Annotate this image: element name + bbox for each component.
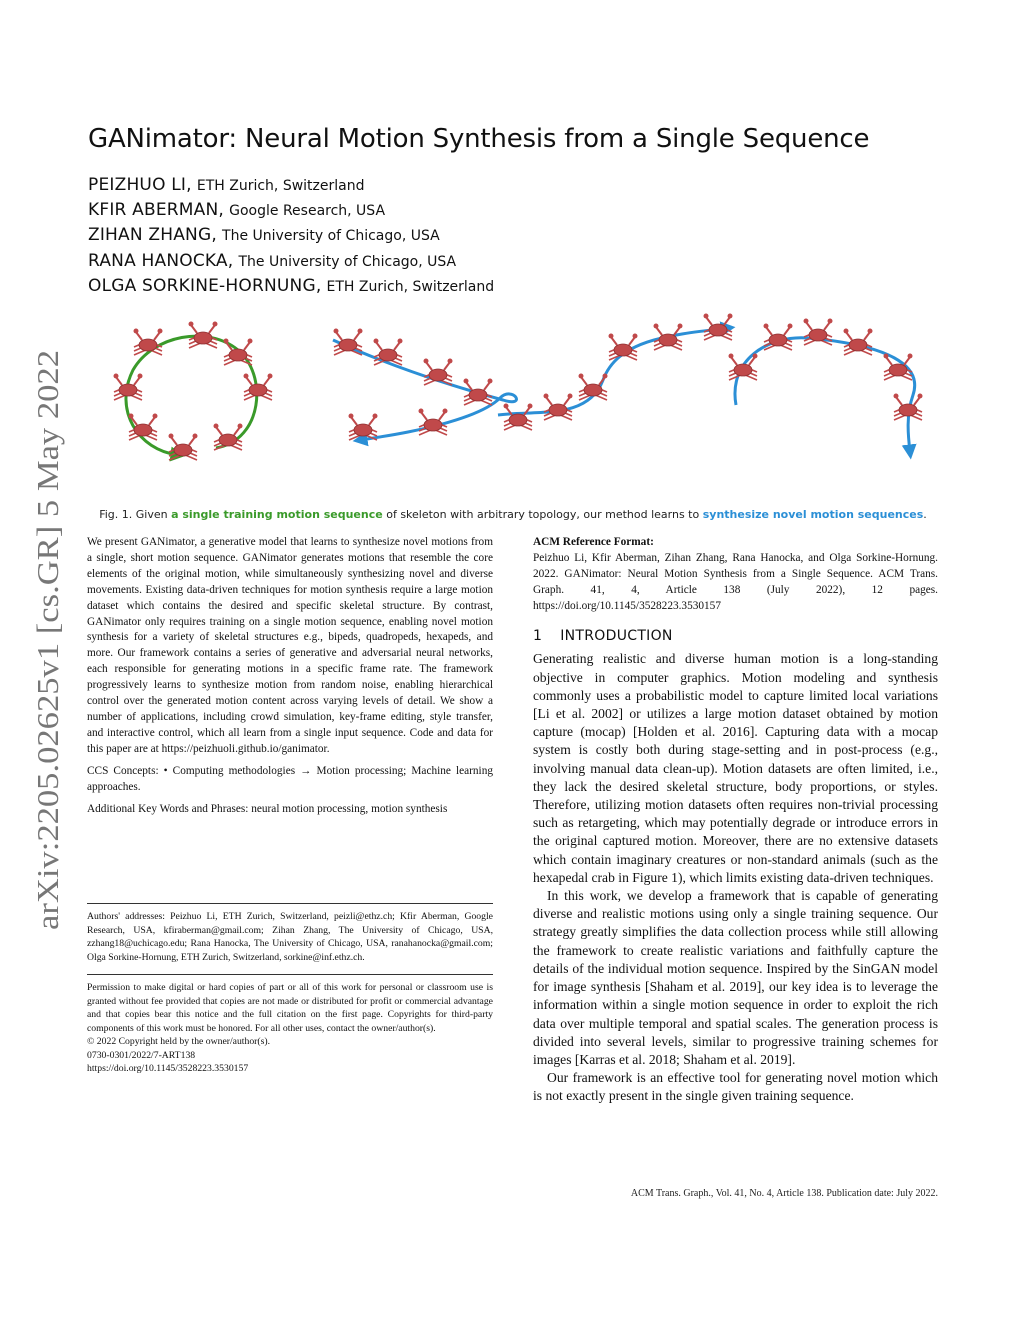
author-5 xyxy=(88,274,494,299)
author-list xyxy=(88,173,494,299)
caption-suffix: . xyxy=(923,508,927,521)
crab-icon xyxy=(544,394,573,421)
crab-icon xyxy=(424,359,453,386)
crab-icon xyxy=(464,379,493,406)
permission-notice: Permission to make digital or hard copies of part or all of this work for personal or classroom use is granted without fee provided that copies are not made or distributed for profit or commercial advantage and that copies bear this notice and the full citation on the first page. Copyrights for third-party components of this work must be honored. For all other uses, contact the owner/author(s). xyxy=(87,982,493,1034)
abstract: We present GANimator, a generative model that learns to synthesize novel motions from a single, short motion sequence. GANimator generates motions that resemble the core elements of the original motion, while simultaneously synthesizing novel and diverse movements. Existing data-driven techniques for motion synthesis require a large motion dataset which contains the desired and specific skeletal structure. By contrast, GANimator only requires training on a single motion sequence, enabling novel motion synthesis for a variety of skeletal structures e.g., bipeds, quadropeds, hexapeds, and more. Our framework contains a series of generative and adversarial neural networks, each responsible for generating motions in a specific frame rate. The framework progressively learns to synthesize motion from random noise, enabling hierarchical control over the generated motion content across varying levels of detail. We show a number of applications, including crowd simulation, key-frame editing, style transfer, and interactive control, which all learn from a single input sequence. Code and data for this paper are at https://peizhuoli.github.io/ganimator. xyxy=(87,536,493,755)
paper-title: GANimator: Neural Motion Synthesis from a Single Sequence xyxy=(88,124,870,154)
issn-line: 0730-0301/2022/7-ART138 xyxy=(87,1049,196,1061)
intro-paragraph-3: Our framework is an effective tool for generating novel motion which is not exactly present in the single given training sequence. xyxy=(533,1070,938,1104)
page-footer: ACM Trans. Graph., Vol. 41, No. 4, Article 138. Publication date: July 2022. xyxy=(630,1188,938,1199)
crab-icon xyxy=(894,394,923,421)
author-affiliation: The University of Chicago, USA xyxy=(222,228,440,245)
caption-blue-text: synthesize novel motion sequences xyxy=(702,508,924,521)
crab-icon xyxy=(704,314,733,341)
author-1 xyxy=(88,173,494,198)
intro-paragraph-1: Generating realistic and diverse human motion is a long-standing objective in computer graphics. Motion modeling and synthesis commonly uses a probabilistic model to capture limited local variations [Li et al. 2002] or utilizes a large motion dataset obtained by motion capture (mocap) [Holden et al. 2016]. Capturing data with a mocap system is costly both during stage-setting and in post-process (e.g., involving manual data clean-up). Motion datasets are often limited, i.e., they lack the desired skeletal structure, body proportions, or styles. Therefore, utilizing motion datasets often requires non-trivial processing such as retargeting, which may potentially degrade or introduce errors in the original captured motion. Moreover, there are no extensive datasets which contain imaginary creatures or non-standard animals (such as the hexapedal crab in Figure 1), which limits existing data-driven techniques. xyxy=(533,651,938,885)
crab-icon xyxy=(504,404,533,431)
figure-caption xyxy=(88,508,938,521)
caption-middle: of skeleton with arbitrary topology, our method learns to xyxy=(382,508,703,521)
doi-line: https://doi.org/10.1145/3528223.3530157 xyxy=(87,1063,249,1075)
author-name: PEIZHUO LI, xyxy=(88,175,192,195)
author-name: RANA HANOCKA, xyxy=(88,250,234,271)
ccs-concepts: CCS Concepts: • Computing methodologies → Motion processing; Machine learning approaches. xyxy=(87,764,493,793)
author-2 xyxy=(88,198,494,223)
caption-green-text: a single training motion sequence xyxy=(171,508,383,521)
crab-icon xyxy=(579,374,608,401)
teaser-illustration xyxy=(88,310,948,500)
crab-group xyxy=(114,314,923,461)
author-3 xyxy=(88,223,494,248)
author-name: OLGA SORKINE-HORNUNG, xyxy=(88,275,322,296)
author-affiliation: ETH Zurich, Switzerland xyxy=(326,278,495,295)
crab-icon xyxy=(114,374,143,401)
crab-icon xyxy=(244,374,273,401)
teaser-figure xyxy=(88,310,948,500)
crab-icon xyxy=(419,409,448,436)
section-heading xyxy=(533,629,938,645)
crab-icon xyxy=(349,414,378,441)
section-number: 1 xyxy=(533,627,543,644)
author-4 xyxy=(88,249,494,274)
crab-icon xyxy=(374,339,403,366)
crab-icon xyxy=(654,324,683,351)
author-name: KFIR ABERMAN, xyxy=(88,200,225,221)
copyright-line: © 2022 Copyright held by the owner/author(s). xyxy=(87,1036,271,1048)
section-title: INTRODUCTION xyxy=(560,627,673,644)
keywords: Additional Key Words and Phrases: neural motion processing, motion synthesis xyxy=(87,802,448,815)
arxiv-stamp xyxy=(0,330,80,960)
author-addresses: Authors' addresses: Peizhuo Li, ETH Zurich, Switzerland, peizli@ethz.ch; Kfir Aberman, Google Research, USA, kfiraberman@gmail.com; Zihan Zhang, The University of Chicago, USA, zzhang18@uchicago.edu; Rana Hanocka, The University of Chicago, USA, ranahanocka@gmail.com; Olga Sorkine-Hornung, ETH Zurich, Switzerland, sorkine@inf.ethz.ch. xyxy=(87,911,493,963)
author-affiliation: Google Research, USA xyxy=(229,203,386,220)
author-affiliation: ETH Zurich, Switzerland xyxy=(196,178,365,194)
author-affiliation: The University of Chicago, USA xyxy=(238,253,457,270)
right-column xyxy=(533,535,938,1106)
arxiv-id: arXiv:2205.02625v1 [cs.GR] 5 May 2022 xyxy=(30,409,65,930)
author-name: ZIHAN ZHANG, xyxy=(88,225,217,246)
intro-paragraph-2: In this work, we develop a framework that is capable of generating diverse and realistic motions using only a single training sequence. Our strategy greatly simplifies the data collection process while still allowing the framework to create realistic variations and faithfully capture the details of the individual motion sequence. Inspired by the SinGAN model for image synthesis [Shaham et al. 2019], our key idea is to leverage the information within a single motion sequence in order to exploit the rich data over multiple temporal and spatial scales. The generation process is divided into several levels, similar to progressive training schemes for images [Karras et al. 2018; Shaham et al. 2019]. xyxy=(533,888,938,1067)
crab-icon xyxy=(169,434,198,461)
left-column xyxy=(87,535,493,1076)
crab-icon xyxy=(729,354,758,381)
reference-format-text: Peizhuo Li, Kfir Aberman, Zihan Zhang, Rana Hanocka, and Olga Sorkine-Hornung. 2022. GANimator: Neural Motion Synthesis from a Single Sequence. ACM Trans. Graph. 41, 4, Article 138 (July 2022), 12 pages. https://doi.org/10.1145/3528223.3530157 xyxy=(533,551,938,612)
caption-prefix: Fig. 1. Given xyxy=(99,508,172,521)
reference-format-heading: ACM Reference Format: xyxy=(533,536,654,548)
arxiv-stamp-svg xyxy=(0,330,80,960)
crab-icon xyxy=(134,329,163,356)
